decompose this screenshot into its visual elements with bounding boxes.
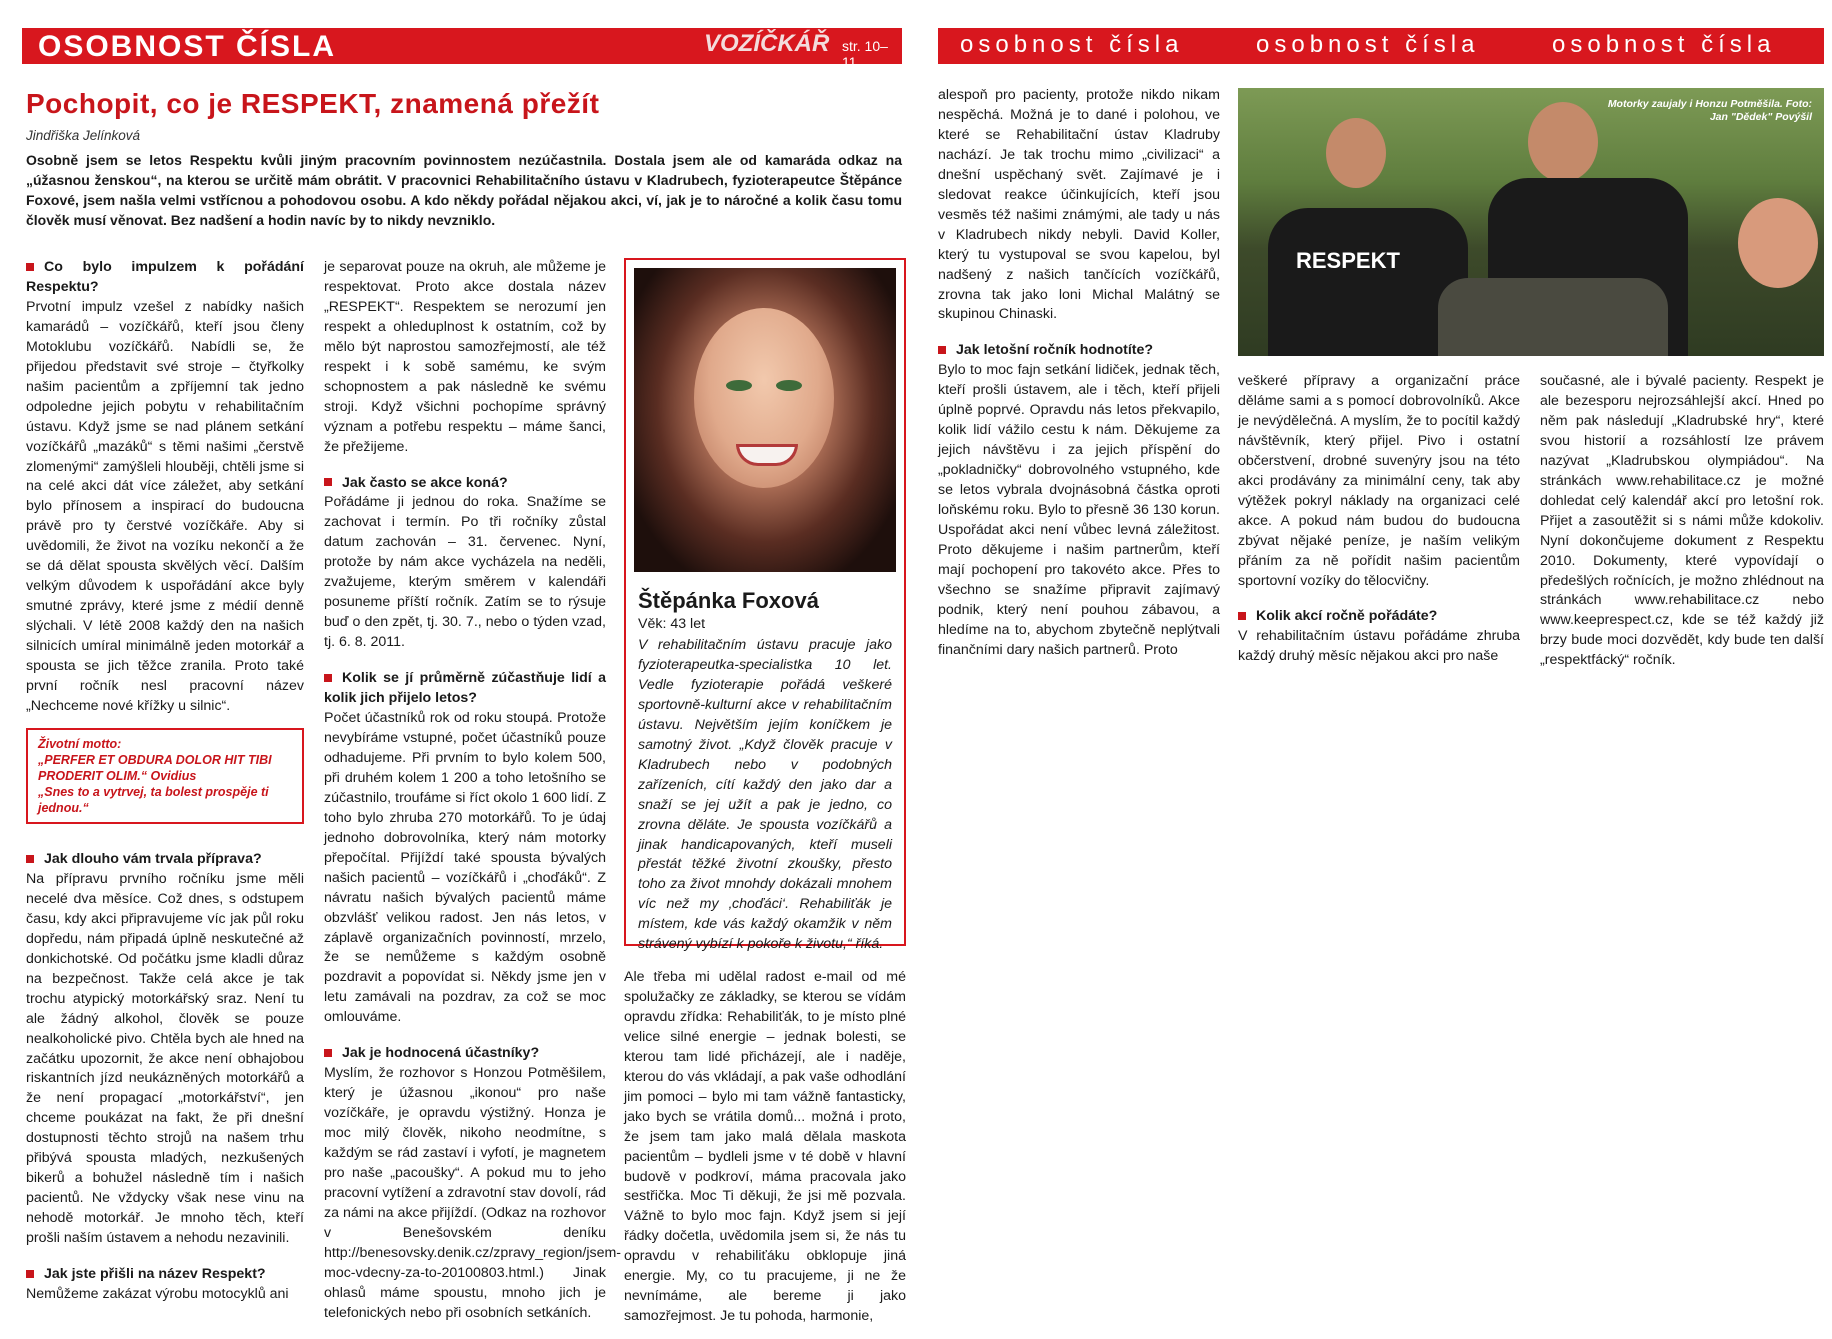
article-title: Pochopit, co je RESPEKT, znamená přežít — [26, 88, 600, 119]
question-bullet-icon — [324, 1049, 332, 1057]
eye-right — [776, 380, 802, 391]
interview-question — [324, 474, 606, 494]
profile-name: Štěpánka Foxová — [638, 588, 819, 613]
profile-bio: V rehabilitačním ústavu pracuje jako fyzioterapeutka-specialistka 10 let. Vedle fyzioterapie pořádá veškeré sportovně-kulturní akce v rehabilitačním ústavu. Největším jejím koníčkem je samotný život. „Když člověk pracuje v Kladrubech nebo v podobných zařízeních, cítí každý den jako dar a snaží se jej užít a pak je jedno, co zrovna děláte. Je spousta vozíčkářů a jinak handicapovaných, kteří museli přestát těžké životní zkoušky, přesto toho za život mnohdy dokázali mnohem víc než my ‚choďáci‘. Rehabiliťák je místem, kde vás každý okamžik v něm strávený vybízí k pokoře k životu,“ říká. — [638, 637, 892, 953]
answer-paragraph: Myslím, že rozhovor s Honzou Potměšilem, který je úžasnou „ikonou“ pro naše vozíčkáře, je opravdu výstižný. Honza je moc milý člověk, nikoho neodmítne, s každým se rád zastaví i vyfotí, je magnetem pro naše „pacoušky“. A pokud mu to jeho pracovní vytížení a zdravotní stav dovolí, rád za námi na akce přijíždí. (Odkaz na rozhovor v Benešovském deníku http://benesovsky.denik.cz/zpravy_region/jsem-moc-vdecny-za-to-20100803.html.) Jinak ohlasů máme spoustu, mnoho jich je telefonických nebo při osobních setkáních. — [324, 1065, 622, 1321]
text-column-3b — [624, 968, 906, 1327]
event-photo — [1238, 88, 1824, 356]
interview-question — [26, 258, 304, 298]
answer-paragraph: Nemůžeme zakázat výrobu motocyklů ani — [26, 1286, 289, 1303]
answer-paragraph: veškeré přípravy a organizační práce děláme sami a s pomocí dobrovolníků. Akce je nevýdělečná. A myslím, že to pocítil každý návštěvník, který přijel. Pivo i ostatní občerstvení, drobné suvenýry jsou na této akci prodávány za minimální ceny, tak aby výtěžek pokryl náklady na organizaci celé akce. A pokud nám budou do budoucna zbývat nějaké peníze, je naším velikým přáním za ně pořídit našim pacientům sportovní vozíky do tělocvičny. — [1238, 373, 1520, 589]
person-head — [1326, 118, 1386, 188]
question-text: Jak letošní ročník hodnotíte? — [956, 342, 1154, 359]
question-text: Jak je hodnocená účastníky? — [342, 1045, 540, 1062]
motto-translation: „Snes to a vytrvej, ta bolest prospěje ti jednou.“ — [38, 785, 269, 815]
question-bullet-icon — [938, 346, 946, 354]
person-head — [1738, 198, 1818, 288]
question-bullet-icon — [26, 1270, 34, 1278]
question-text: Kolik akcí ročně pořádáte? — [1256, 608, 1438, 625]
section-header-bar-right — [938, 28, 1824, 64]
question-text: Jak často se akce koná? — [342, 474, 508, 491]
article-lead: Osobně jsem se letos Respektu kvůli jiným pracovním povinnostem nezúčastnila. Dostala jsem ale od kamaráda odkaz na „úžasnou ženskou“, na kterou se určitě mám obrátit. V pracovnici Rehabilitačního ústavu v Kladrubech, fyzioterapeutce Štěpánce Foxové, jsem našla velmi vstřícnou a pohodovou osobu. A kdo někdy pořádal nějakou akci, ví, jak je to náročné a kolik času tomu člověk musí věnovat. Bez nadšení a hodin navíc by to nikdy nevzniklo. — [26, 152, 902, 228]
portrait-photo — [634, 268, 896, 572]
answer-paragraph: je separovat pouze na okruh, ale můžeme je respektovat. Proto akce dostala název „RESPEKT“. Respektem se nerozumí jen respekt a ohleduplnost k ostatním, což by mělo být naprostou samozřejmostí, ale též respekt i k sobě samému, ke svým schopnostem a pak následně ke svému stroji. Když všichni pochopíme správný význam a potřebu respektu – máme šanci, že přežijeme. — [324, 259, 606, 455]
text-column-5 — [1238, 372, 1520, 667]
question-text: Kolik se jí průměrně zúčastňuje lidí a kolik jich přijelo letos? — [324, 670, 606, 707]
section-label: osobnost čísla — [960, 31, 1184, 58]
answer-paragraph: Počet účastníků rok od roku stoupá. Protože nevybíráme vstupné, počet účastníků pouze odhadujeme. Při prvním to bylo kolem 500, při druhém kolem 1 200 a toho letošního se zúčastnilo, troufáme si říct okolo 1 600 lidí. Z toho bylo zhruba 270 motorkářů. To je údaj jednoho dobrovolníka, který nám motorky přepočítal. Přijíždí také spousta bývalých našich pacientů – vozíčkářů i „choďáků“. Z návratu našich bývalých pacientů máme obzvlášť velikou radost. Jen nás letos, v záplavě organizačních povinností, mrzelo, že se nemůžeme s každým osobně pozdravit a popovídat si. Někdy jsme jen v letu zamávali na pozdrav, za což se moc omlouváme. — [324, 710, 606, 1026]
text-column-1b — [26, 850, 304, 1305]
shirt-text: RESPEKT — [1296, 248, 1400, 273]
interview-question — [324, 669, 606, 709]
text-column-2 — [324, 258, 622, 1324]
question-text: Jak dlouho vám trvala příprava? — [44, 851, 262, 867]
answer-paragraph: Prvotní impulz vzešel z nabídky našich kamarádů – vozíčkářů, kteří jsou členy Motoklubu vozíčkářů. Nabídli se, že přijedou představit své stroje – čtyřkolky našim pacientům a zpříjemní tak jedno odpoledne jejich pobytu v rehabilitačním ústavu. Když jsme se nad plánem setkání vozíčkářů „mazáků“ s těmi našimi „čerstvě zlomenými“ zamýšleli hlouběji, chtěli jsme si na celé akci dát více záležet, aby setkání bylo přínosem a inspirací do budoucna právě pro ty čerstvé vozíčkáře. Aby si uvědomili, že život na vozíku nekončí a že se dá dělat spousta skvělých věcí. Dalším velkým důvodem k uspořádání akce byly smutné zprávy, které jsme z médií denně slýchali. V létě 2008 každý den na našich silnicích umíral minimálně jeden motorkář a spousta se jich těžce zranila. Proto také první ročník nesl pracovní název „Nechceme nové křížky u silnic“. — [26, 298, 304, 714]
text-column-4 — [938, 86, 1220, 661]
answer-paragraph: Bylo to moc fajn setkání lidiček, jednak těch, kteří prošli ústavem, ale i těch, kteří přijeli úplně poprvé. Opravdu nás letos překvapilo, kolik lidí vážilo cestu k nám. Děkujeme za jejich návštěvu i za jejich příspění do „pokladničky“ dobrovolného vstupného, kde se letos vybrala dvojnásobná částka oproti loňskému roku. Bylo to přesně 36 130 korun. Uspořádat akci není vůbec levná záležitost. Proto děkujeme i našim partnerům, kteří mají pochopení pro takovéto akce. Přes to všechno se snažíme připravit zajímavý podnik, který není pouhou zábavou, a hledíme na to, abychom zbytečně neplýtvali finančními dary našich partnerů. Proto — [938, 362, 1220, 658]
answer-paragraph: Ale třeba mi udělal radost e-mail od mé spolužačky ze základky, se kterou se vídám opravdu zřídka: Rehabiliťák, to je místo plné velice silné energie – jednak bolesti, se kterou tam lidé přicházejí, ale i naděje, kterou do vás vkládají, a pak vaše odhodlání jim pomoci – bylo mi tam vážně fantasticky, jako bych se vrátila domů... možná i proto, že jsem tam jako malá dělala maskota pacientům – bydleli jsme v té době v hlavní budově v podkroví, máma pracovala jako sestřička. Moc Ti děkuji, že jsi mě pozvala. Vážně to bylo moc fajn. Když jsem si její řádky dočetla, uvědomila jsem si, že nás tu opravdu v rehabiliťáku obklopuje jiná energie. My, co tu pracujeme, ji ne že nevnímáme, ale bereme ji jako samozřejmost. Je tu pohoda, harmonie, — [624, 969, 906, 1325]
person-head — [1528, 102, 1598, 182]
question-bullet-icon — [324, 674, 332, 682]
answer-paragraph: V rehabilitačním ústavu pořádáme zhruba každý druhý měsíc nějakou akci pro naše — [1238, 628, 1520, 665]
article-author: Jindřiška Jelínková — [26, 128, 141, 143]
section-title: OSOBNOST ČÍSLA — [38, 30, 337, 63]
interview-question — [26, 850, 304, 870]
life-motto-box — [26, 728, 304, 824]
section-label: osobnost čísla — [1552, 31, 1776, 58]
text-column-1a — [26, 258, 304, 717]
motto-label: Životní motto: — [38, 737, 122, 751]
answer-paragraph: Na přípravu prvního ročníku jsme měli necelé dva měsíce. Což dnes, s odstupem času, kdy akci připravujeme víc jak půl roku dopředu, nám připadá úplně neskutečné až donkichotské. Od počátku jsme kladli důraz na bezpečnost. Takže celá akce je tak trochu atypický motorkářský sraz. Není tu ale žádný alkohol, člověk se pouze nealkoholické pivo. Chtěla bych ale hned na začátku upozornit, že akce není obhajobou riskantních jízd neukázněných motorkářů a že není propagací „motorkářství“, jen chceme poukázat na fakt, že při dnešní dostupnosti těchto strojů na našem trhu přibývá spousta mladých, nezkušených bikerů a bohužel následně tím i našich pacientů. Ne vždycky však nese vinu na nehodě motorkář. Je mnoho těch, kteří prošli naším ústavem a nehodu nezavinili. — [26, 870, 304, 1247]
photo-caption: Motorky zaujaly i Honzu Potměšila. Foto: Jan "Dědek" Povýšil — [1607, 98, 1812, 123]
question-bullet-icon — [1238, 612, 1246, 620]
text-column-6 — [1540, 372, 1824, 671]
question-text: Jak jste přišli na název Respekt? — [44, 1266, 266, 1283]
question-bullet-icon — [26, 855, 34, 863]
section-header-bar-left — [22, 28, 902, 70]
section-label: osobnost čísla — [1256, 31, 1480, 58]
motto-quote: „PERFER ET OBDURA DOLOR HIT TIBI PRODERIT OLIM.“ Ovidius — [38, 753, 272, 783]
answer-paragraph: současné, ale i bývalé pacienty. Respekt je ale bezesporu nejrozsáhlejší akcí. Hned po něm pak následují „Kladrubské hry“, které svou historií a rozsáhlostí lze právem nazývat „Kladrubskou olympiádou“. Na stránkách www.rehabilitace.cz je možné dohledat celý kalendář akcí pro letošní rok. Přijet a zasoutěžit si s námi může kdokoliv. Nyní dokončujeme dokument z Respektu 2010. Dokumenty, které vypovídají o předešlých ročnících, je možno zhlédnout na stránkách www.rehabilitace.cz nebo www.keeprespect.cz, kde se též každý již brzy bude moci dozvědět, kdy bude ten další „respektfácký“ ročník. — [1540, 373, 1824, 669]
question-bullet-icon — [26, 263, 34, 271]
answer-paragraph: Pořádáme ji jednou do roka. Snažíme se zachovat i termín. Po tři ročníky zůstal datum zachován – 31. červenec. Nyní, protože by nám akce vycházela na neděli, zvažujeme, kterým směrem v kalendáři posuneme příští ročník. Zatím se to rýsuje buď o den zpět, tj. 30. 7., nebo o týden vzad, tj. 6. 8. 2011. — [324, 494, 606, 651]
motorbike-shape — [1438, 278, 1668, 356]
profile-age: Věk: 43 let — [638, 616, 706, 632]
interview-question — [26, 1265, 304, 1285]
page-reference: str. 10–11 — [842, 38, 888, 70]
profile-box — [624, 258, 906, 953]
question-text: Co bylo impulzem k pořádání Respektu? — [26, 259, 304, 295]
eye-left — [726, 380, 752, 391]
answer-paragraph: alespoň pro pacienty, protože nikdo nikam nespěchá. Možná je to dané i polohou, ve které se Rehabilitační ústav Kladruby nachází. Je tak trochu mimo „civilizaci“ a dnešní uspěchaný svět. Zajímavé je i sledovat reakce účinkujících, kteří jsou vesměs též našimi známými, ale tady u nás v Kladrubech nikdy nebyli. David Koller, který tu vystupoval se svou kapelou, byl nadšený z našich tančících vozíčkářů, zrovna tak jako loni Michal Malátný se skupinou Chinaski. — [938, 87, 1220, 323]
question-bullet-icon — [324, 478, 332, 486]
interview-question — [324, 1044, 606, 1064]
interview-question — [938, 341, 1220, 361]
interview-question — [1238, 607, 1520, 627]
magazine-logo: VOZÍČKÁŘ — [704, 30, 830, 57]
